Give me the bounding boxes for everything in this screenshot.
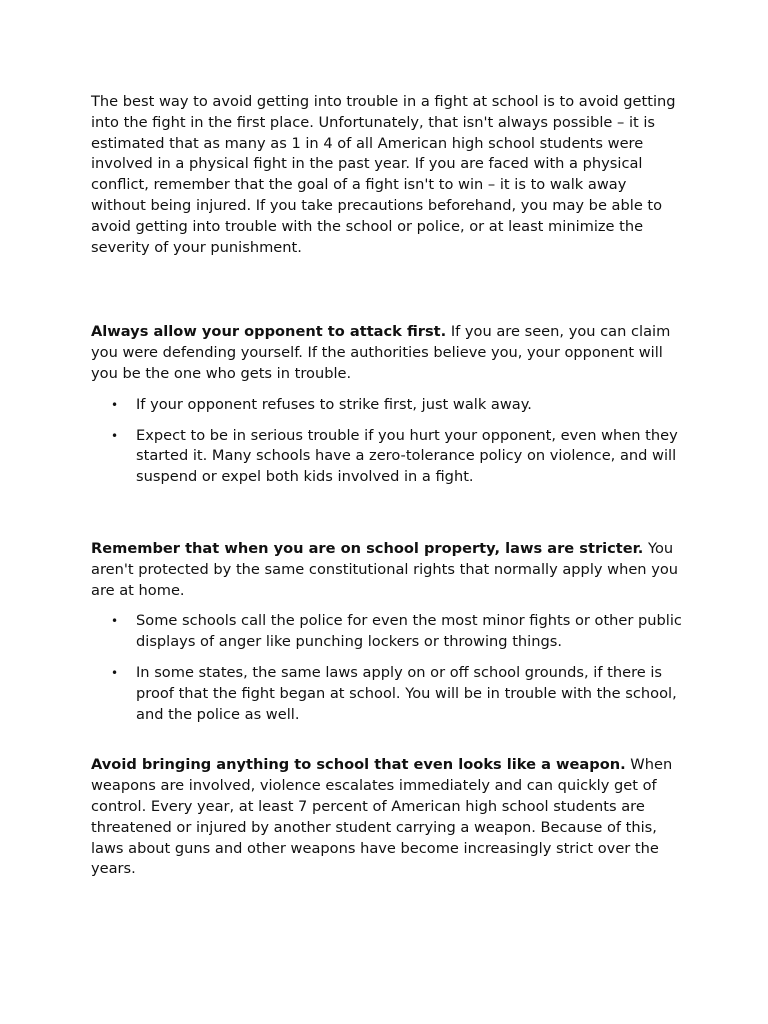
section-paragraph (91, 539, 683, 601)
section-body: If you are seen, you can claim you were defending yourself. If the authorities believe you, your opponent will you be the one who gets in trouble. (91, 323, 671, 382)
list-item: • Expect to be in serious trouble if you hurt your opponent, even when they started it. Many schools have a zero-tolerance policy on violence, and will suspend or expel both kids involved in a fight. (136, 426, 683, 488)
section-paragraph (91, 322, 683, 384)
list-item: • In some states, the same laws apply on or off school grounds, if there is proof that the fight began at school. You will be in trouble with the school, and the police as well. (136, 663, 683, 725)
section-body: When weapons are involved, violence escalates immediately and can quickly get of control. Every year, at least 7 percent of American high school students are threatened or injured by another student carrying a weapon. Because of this, laws about guns and other weapons have become increasingly strict over the years. (91, 756, 673, 878)
intro-paragraph: The best way to avoid getting into trouble in a fight at school is to avoid getting into the fight in the first place. Unfortunately, that isn't always possible – it is estimated that as many as 1 in 4 of all American high school students were involved in a physical fight in the past year. If you are faced with a physical conflict, remember that the goal of a fight isn't to win – it is to walk away without being injured. If you take precautions beforehand, you may be able to avoid getting into trouble with the school or police, or at least minimize the severity of your punishment. (91, 93, 676, 256)
bullet-list (91, 611, 683, 725)
bullet-list (91, 395, 683, 488)
section-paragraph (91, 755, 683, 880)
document-page (91, 92, 683, 880)
section-allow-opponent-attack-first (91, 322, 683, 488)
section-body: You aren't protected by the same constitutional rights that normally apply when you are at home. (91, 539, 679, 599)
section-school-property-laws (91, 539, 683, 725)
section-heading: Avoid bringing anything to school that even looks like a weapon. (91, 756, 626, 774)
section-heading: Always allow your opponent to attack first. (91, 323, 447, 341)
section-heading: Remember that when you are on school property, laws are stricter. (91, 539, 644, 557)
list-item: • If your opponent refuses to strike first, just walk away. (136, 395, 683, 416)
list-item: • Some schools call the police for even the most minor fights or other public displays of anger like punching lockers or throwing things. (136, 611, 683, 653)
section-avoid-weapons (91, 755, 683, 880)
